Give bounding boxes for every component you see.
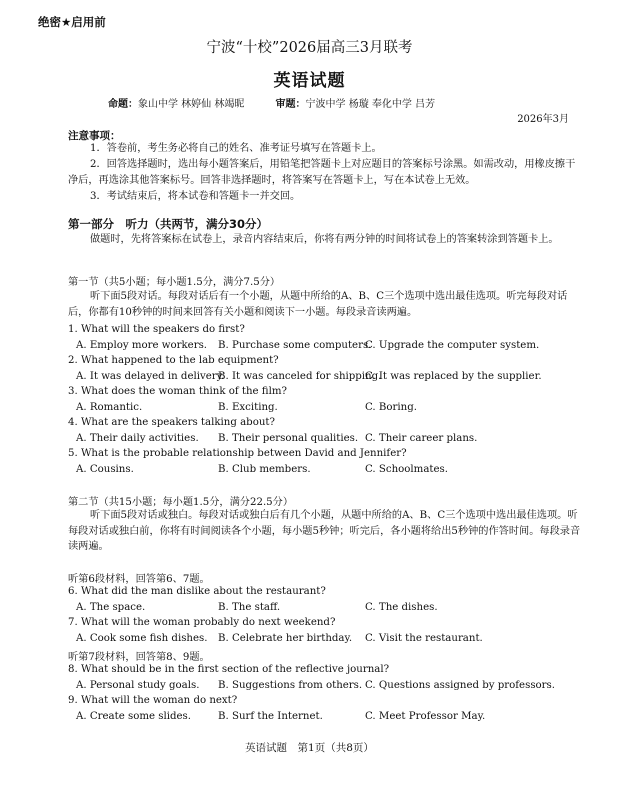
option-b: B. Suggestions from others. [218, 680, 363, 691]
option-b: B. The staff. [218, 602, 281, 613]
option-c: C. The dishes. [365, 602, 438, 613]
question-stem: 2. What happened to the lab equipment? [68, 355, 279, 366]
question-stem: 8. What should be in the first section of the reflective journal? [68, 664, 390, 675]
option-a: A. Personal study goals. [76, 680, 200, 691]
section2-heading: 第二节（共15小题；每小题1.5分，满分22.5分） [68, 497, 294, 508]
question-stem: 9. What will the woman do next? [68, 695, 238, 706]
section2-intro: 听下面5段对话或独白。每段对话或独白后有几个小题，从题中所给的A、B、C三个选项中选出最佳选项。听每段对话或独白前，你将有时间阅读各个小题，每小题5秒钟；听完后，各小题将给出5秒钟的作答时间。每段录音读两遍。 [68, 510, 581, 553]
option-a: A. The space. [76, 602, 146, 613]
option-b: B. Exciting. [218, 402, 278, 413]
notice-heading: 注意事项： [68, 130, 121, 142]
notice-item: 1．答卷前，考生务必将自己的姓名、准考证号填写在答题卡上。 [90, 143, 382, 154]
option-b: B. It was canceled for shipping. [218, 371, 382, 382]
option-b: B. Club members. [218, 464, 311, 475]
reviewers-label: 审题： [275, 99, 306, 110]
exam-title: 宁波“十校”2026届高三3月联考 [206, 40, 413, 56]
option-b: B. Celebrate her birthday. [218, 633, 353, 644]
option-a: A. Romantic. [76, 402, 143, 413]
option-a: A. Their daily activities. [76, 433, 199, 444]
option-a: A. Cook some fish dishes. [76, 633, 208, 644]
authors-line [108, 95, 435, 110]
confidential-mark: 绝密★启用前 [38, 15, 106, 29]
question-stem: 1. What will the speakers do first? [68, 324, 245, 335]
option-a: A. Employ more workers. [76, 340, 208, 351]
material-instruction: 听第6段材料，回答第6、7题。 [68, 574, 210, 585]
question-stem: 7. What will the woman probably do next weekend? [68, 617, 336, 628]
notice-item: 2．回答选择题时，选出每小题答案后，用铅笔把答题卡上对应题目的答案标号涂黑。如需改动，用橡皮擦干净后，再选涂其他答案标号。回答非选择题时，将答案写在答题卡上，写在本试卷上无效。 [68, 159, 576, 186]
section1-heading: 第一节（共5小题；每小题1.5分，满分7.5分） [68, 277, 281, 288]
option-c: C. Questions assigned by professors. [365, 680, 556, 691]
subject-title: 英语试题 [273, 71, 346, 91]
option-c: C. Their career plans. [365, 433, 478, 444]
option-c: C. Meet Professor May. [365, 711, 486, 722]
option-c: C. It was replaced by the supplier. [365, 371, 542, 382]
option-b: B. Surf the Internet. [218, 711, 323, 722]
part1-heading: 第一部分 听力（共两节，满分30分） [68, 217, 269, 231]
authors-names: 象山中学 林婷仙 林竭昵 [138, 99, 245, 110]
part1-intro: 做题时，先将答案标在试卷上，录音内容结束后，你将有两分钟的时间将试卷上的答案转涂到答题卡上。 [90, 234, 559, 245]
material-instruction: 听第7段材料，回答第8、9题。 [68, 652, 210, 663]
option-c: C. Schoolmates. [365, 464, 449, 475]
exam-date: 2026年3月 [517, 114, 569, 125]
option-b: B. Their personal qualities. [218, 433, 359, 444]
reviewers-names: 宁波中学 杨璇 奉化中学 吕芳 [305, 99, 436, 110]
option-a: A. It was delayed in delivery. [76, 371, 225, 382]
page-footer: 英语试题 第1页（共8页） [245, 742, 374, 754]
section1-intro: 听下面5段对话。每段对话后有一个小题，从题中所给的A、B、C三个选项中选出最佳选项。听完每段对话后，你都有10秒钟的时间来回答有关小题和阅读下一小题。每段录音读两遍。 [68, 291, 568, 318]
option-c: C. Visit the restaurant. [365, 633, 483, 644]
question-stem: 6. What did the man dislike about the restaurant? [68, 586, 326, 597]
question-stem: 5. What is the probable relationship between David and Jennifer? [68, 448, 407, 459]
option-b: B. Purchase some computers. [218, 340, 372, 351]
question-stem: 4. What are the speakers talking about? [68, 417, 275, 428]
notice-item: 3．考试结束后，将本试卷和答题卡一并交回。 [90, 191, 301, 202]
option-a: A. Cousins. [76, 464, 134, 475]
option-c: C. Upgrade the computer system. [365, 340, 540, 351]
question-stem: 3. What does the woman think of the film? [68, 386, 287, 397]
authors-label: 命题： [108, 99, 138, 110]
option-a: A. Create some slides. [76, 711, 192, 722]
option-c: C. Boring. [365, 402, 417, 413]
